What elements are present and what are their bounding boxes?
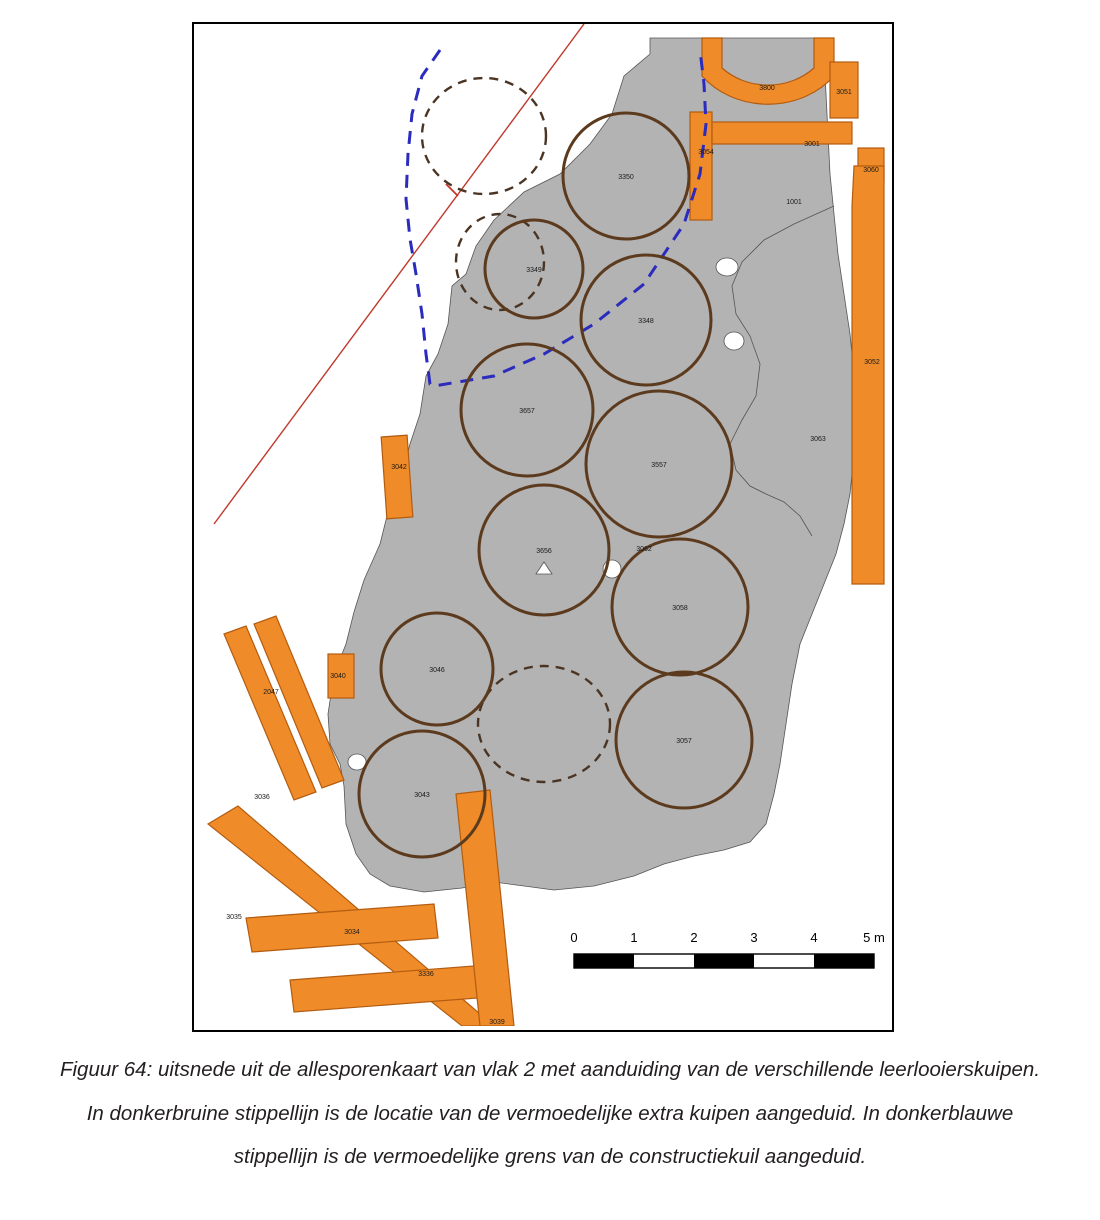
wall-label-3336: 3336: [418, 971, 434, 978]
wall-label-3060: 3060: [863, 167, 879, 174]
scale-segment-1: [634, 954, 694, 968]
pit-2: [724, 332, 744, 350]
tub-label-3058: 3058: [672, 605, 688, 612]
map-frame: [192, 22, 894, 1032]
tub-label-3656: 3656: [536, 548, 552, 555]
scale-label-2: 2: [690, 930, 698, 945]
tub-label-3046: 3046: [429, 667, 445, 674]
scale-label-1: 1: [630, 930, 638, 945]
scale-segment-3: [754, 954, 814, 968]
scale-segment-2: [694, 954, 754, 968]
wall-label-3036: 3036: [254, 794, 270, 801]
wall-3034: [246, 904, 438, 952]
archaeological-plan-map: [194, 24, 888, 1026]
wall-label-3001: 3001: [804, 141, 820, 148]
tub-label-3349: 3349: [526, 267, 542, 274]
wall-3001: [712, 122, 852, 144]
scale-label-4: 4: [810, 930, 818, 945]
scale-label-3: 3: [750, 930, 758, 945]
wall-label-3063: 3063: [810, 436, 826, 443]
wall-label-2047: 2047: [263, 689, 279, 696]
scale-bar: [570, 930, 884, 968]
scale-label-0: 0: [570, 930, 578, 945]
scale-segment-0: [574, 954, 634, 968]
tub-label-3057: 3057: [676, 738, 692, 745]
wall-3052: [852, 166, 884, 584]
tub-label-3557: 3557: [651, 462, 667, 469]
wall-label-3052: 3052: [864, 359, 880, 366]
caption-line-2: In donkerbruine stippellijn is de locatie van de vermoedelijke extra kuipen aangeduid. In donkerblauwe: [86, 1101, 1014, 1125]
wall-label-3800: 3800: [759, 85, 775, 92]
wall-label-3035: 3035: [226, 914, 242, 921]
tub-label-3657: 3657: [519, 408, 535, 415]
wall-3042: [381, 435, 413, 519]
wall-label-3054: 3054: [698, 149, 714, 156]
wall-label-1001: 1001: [786, 199, 802, 206]
figure-caption: [0, 1055, 1100, 1186]
wall-label-3034: 3034: [344, 929, 360, 936]
caption-line-1: Figuur 64: uitsnede uit de allesporenkaart van vlak 2 met aanduiding van de verschillende leerlooierskuipen.: [59, 1058, 1041, 1081]
wall-label-3051: 3051: [836, 89, 852, 96]
tub-label-3043: 3043: [414, 792, 430, 799]
section-tick: [446, 184, 458, 196]
caption-line-3: stippellijn is de vermoedelijke grens van de constructiekuil aangeduid.: [233, 1145, 867, 1169]
wall-label-3039: 3039: [489, 1019, 505, 1026]
tub-label-3350: 3350: [618, 174, 634, 181]
pit-1: [716, 258, 738, 276]
scale-label-5: 5 m: [863, 930, 885, 945]
scale-segment-4: [814, 954, 874, 968]
wall-label-3062: 3062: [636, 546, 652, 553]
presumed-tub-1: [422, 78, 546, 194]
wall-3054: [690, 112, 712, 220]
wall-label-3042: 3042: [391, 464, 407, 471]
tub-label-3348: 3348: [638, 318, 654, 325]
wall-label-3040: 3040: [330, 673, 346, 680]
